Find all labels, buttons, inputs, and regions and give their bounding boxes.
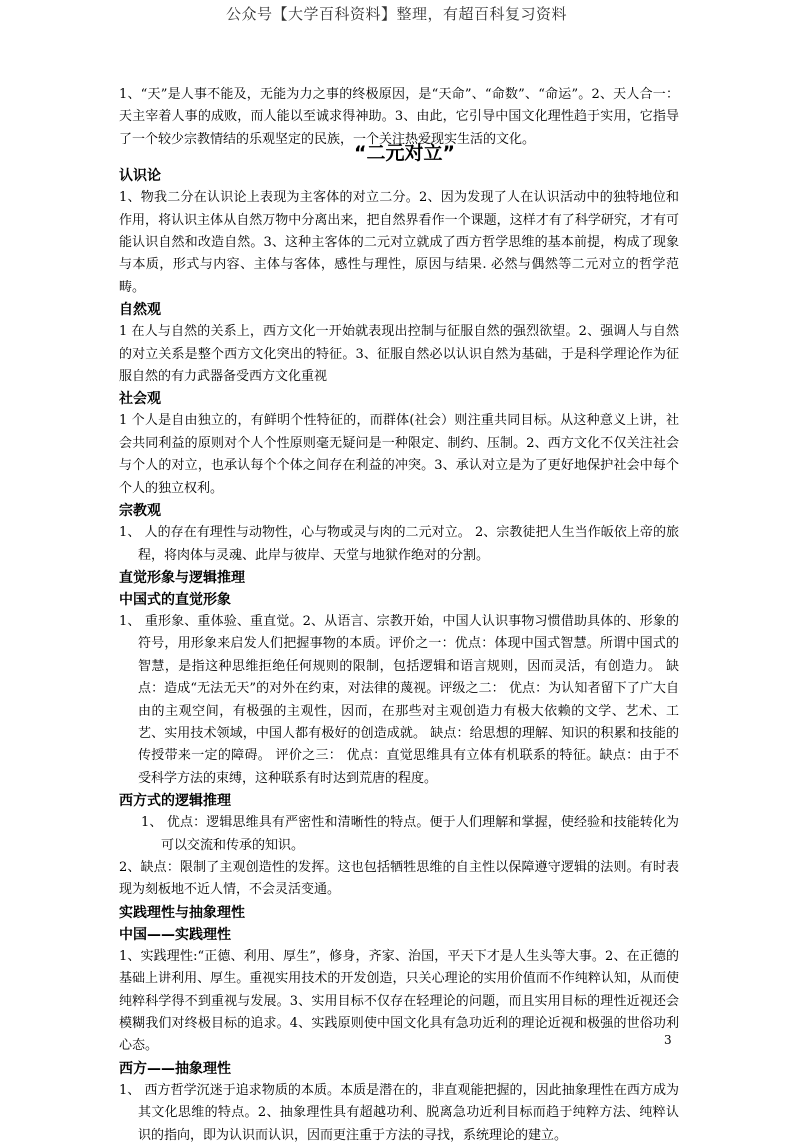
section-title-wrapper xyxy=(119,142,679,165)
paragraph-western-logic-advantage: 1、 优点：逻辑思维具有严密性和清晰性的特点。便于人们理解和掌握，使经验和技能转化为可以交流和传承的知识。 xyxy=(141,815,679,853)
heading-religion-view: 宗教观 xyxy=(119,503,161,520)
paragraph-epistemology: 1、物我二分在认识论上表现为主客体的对立二分。2、因为发现了人在认识活动中的独特地位和作用，将认识主体从自然万物中分离出来，把自然界看作一个课题，这样才有了科学研究，才有可能认识自然和改造自然。3、这种主客体的二元对立就成了西方哲学思维的基本前提，构成了现象与本质，形式与内容、主体与客体，感性与理性，原因与结果. 必然与偶然等二元对立的哲学范畴。 xyxy=(119,190,679,295)
section-title-intuition-logic: 直觉形象与逻辑推理 xyxy=(119,569,245,586)
heading-china-practical: 中国——实践理性 xyxy=(119,926,231,943)
paragraph-nature-view: 1 在人与自然的关系上，西方文化一开始就表现出控制与征服自然的强烈欲望。2、强调人与自然的对立关系是整个西方文化突出的特征。3、征服自然必以认识自然为基础，于是科学理论作为征服自然的有力武器备受西方文化重视 xyxy=(119,324,679,385)
paragraph-west-abstract: 1、 西方哲学沉迷于追求物质的本质。本质是潜在的，非直观能把握的，因此抽象理性在西方成为其文化思维的特点。2、抽象理性具有超越功利、脱离急功近利目标而趋于纯粹方法、纯粹认识的指向，即为认识而认识，因而更注重于方法的寻找，系统理论的建立。 xyxy=(119,1082,679,1143)
paragraph-china-practical: 1、实践理性:“正德、利用、厚生”，修身，齐家、治国，平天下才是人生头等大事。2、在正德的基础上讲利用、厚生。重视实用技术的开发创造，只关心理论的实用价值而不作纯粹认知，从而使纯粹科学得不到重视与发展。3、实用目标不仅存在轻理论的问题，而且实用目标的理性近视还会模糊我们对终极目标的追求。4、实践原则使中国文化具有急功近利的理论近视和极强的世俗功利心态。 xyxy=(119,948,679,1054)
paragraph-religion-view: 1、 人的存在有理性与动物性，心与物或灵与肉的二元对立。 2、宗教徒把人生当作皈依上帝的旅程，将肉体与灵魂、此岸与彼岸、天堂与地狱作绝对的分割。 xyxy=(119,525,679,563)
heading-nature-view: 自然观 xyxy=(119,302,161,319)
heading-west-abstract: 西方——抽象理性 xyxy=(119,1060,231,1077)
intro-paragraph: 1、“天”是人事不能及，无能为力之事的终极原因，是“天命”、“命数”、“命运”。2、天人合一：天主宰着人事的成败，而人能以至诚求得神助。3、由此，它引导中国文化理性趋于实用，它指导了一个较少宗教情结的乐观坚定的民族，一个关注热爱现实生活的文化。 xyxy=(119,87,679,147)
section-title-practical-abstract: 实践理性与抽象理性 xyxy=(119,904,245,921)
section-title-binary-opposition: “二元对立” xyxy=(354,142,455,165)
page-number: 3 xyxy=(664,1033,672,1047)
paragraph-chinese-intuition: 1、 重形象、重体验、重直觉。2、从语言、宗教开始，中国人认识事物习惯借助具体的、形象的符号，用形象来启发人们把握事物的本质。评价之一：优点：体现中国式智慧。所谓中国式的智慧，是指这种思维拒绝任何规则的限制，包括逻辑和语言规则，因而灵活，有创造力。 缺点：造成“无法无天”的对外在约束，对法律的蔑视。评级之二： 优点：为认知者留下了广大自由的主观空间，有极强的主观性，因而，在那些对主观创造力有极大依赖的文学、艺术、工艺、实用技术领域，中国人都有极好的创造成就。 缺点：给思想的理解、知识的积累和技能的传授带来一定的障碍。 评价之三： 优点：直觉思维具有立体有机联系的特征。缺点：由于不受科学方法的束缚，这种联系有时达到荒唐的程度。 xyxy=(119,613,679,786)
heading-chinese-intuition: 中国式的直觉形象 xyxy=(119,591,231,608)
paragraph-western-logic-disadvantage: 2、缺点：限制了主观创造性的发挥。这也包括牺牲思维的自主性以保障遵守逻辑的法则。有时表现为刻板地不近人情，不会灵活变通。 xyxy=(119,859,679,898)
page-header: 公众号【大学百科资料】整理，有超百科复习资料 xyxy=(225,5,567,23)
heading-society-view: 社会观 xyxy=(119,391,161,408)
heading-epistemology: 认识论 xyxy=(119,168,161,185)
heading-western-logic: 西方式的逻辑推理 xyxy=(119,793,231,810)
paragraph-society-view: 1 个人是自由独立的，有鲜明个性特征的，而群体(社会）则注重共同目标。从这种意义上讲，社会共同利益的原则对个人个性原则毫无疑问是一种限定、制约、压制。2、西方文化不仅关注社会与个人的对立，也承认每个个体之间存在利益的冲突。3、承认对立是为了更好地保护社会中每个个人的独立权利。 xyxy=(119,413,679,496)
page-content xyxy=(119,84,679,1147)
